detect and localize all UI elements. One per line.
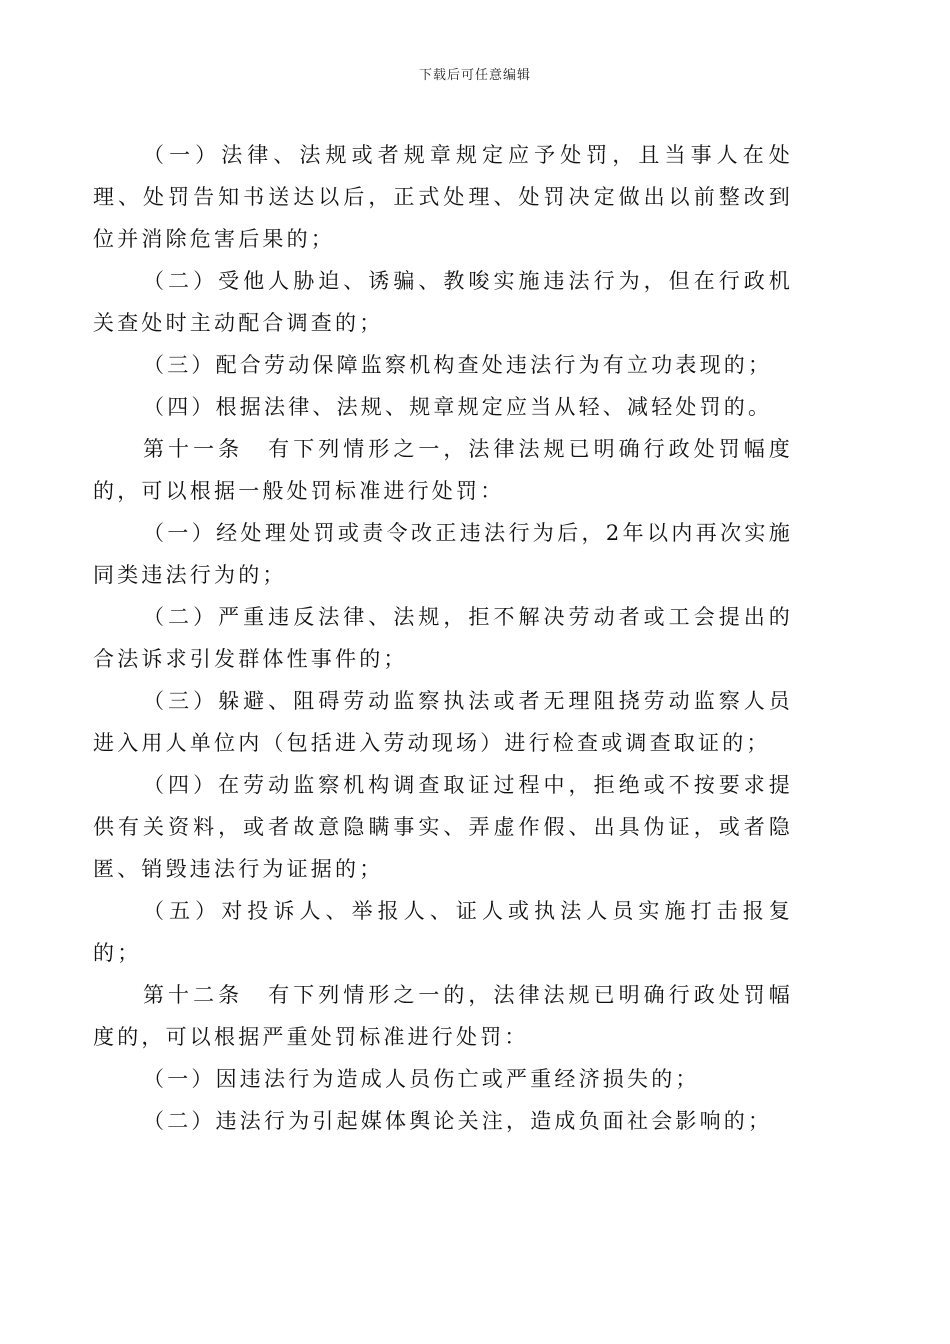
- paragraph: （三）配合劳动保障监察机构查处违法行为有立功表现的；: [143, 353, 773, 377]
- paragraph: （一）法律、法规或者规章规定应予处罚，且当事人在处理、处罚告知书送达以后，正式处理、处罚决定做出以前整改到位并消除危害后果的；: [93, 143, 793, 251]
- paragraph: （四）在劳动监察机构调查取证过程中，拒绝或不按要求提供有关资料，或者故意隐瞒事实、弄虚作假、出具伪证，或者隐匿、销毁违法行为证据的；: [93, 773, 793, 881]
- paragraph: （二）受他人胁迫、诱骗、教唆实施违法行为，但在行政机关查处时主动配合调查的；: [93, 269, 793, 335]
- article-eleven: 第十一条 有下列情形之一，法律法规已明确行政处罚幅度的，可以根据一般处罚标准进行处罚：: [93, 437, 793, 503]
- page-header: 下载后可任意编辑: [418, 68, 531, 83]
- paragraph: （三）躲避、阻碍劳动监察执法或者无理阻挠劳动监察人员进入用人单位内（包括进入劳动现场）进行检查或调查取证的；: [93, 689, 793, 755]
- paragraph: （一）经处理处罚或责令改正违法行为后，2年以内再次实施同类违法行为的；: [93, 521, 793, 587]
- paragraph: （五）对投诉人、举报人、证人或执法人员实施打击报复的；: [93, 899, 793, 965]
- paragraph: （一）因违法行为造成人员伤亡或严重经济损失的；: [143, 1067, 700, 1091]
- paragraph: （二）严重违反法律、法规，拒不解决劳动者或工会提出的合法诉求引发群体性事件的；: [93, 605, 793, 671]
- paragraph: （四）根据法律、法规、规章规定应当从轻、减轻处罚的。: [143, 395, 773, 419]
- article-twelve: 第十二条 有下列情形之一的，法律法规已明确行政处罚幅度的，可以根据严重处罚标准进行处罚：: [93, 983, 793, 1049]
- document-body: [93, 134, 793, 1142]
- paragraph: （二）违法行为引起媒体舆论关注，造成负面社会影响的；: [143, 1109, 773, 1133]
